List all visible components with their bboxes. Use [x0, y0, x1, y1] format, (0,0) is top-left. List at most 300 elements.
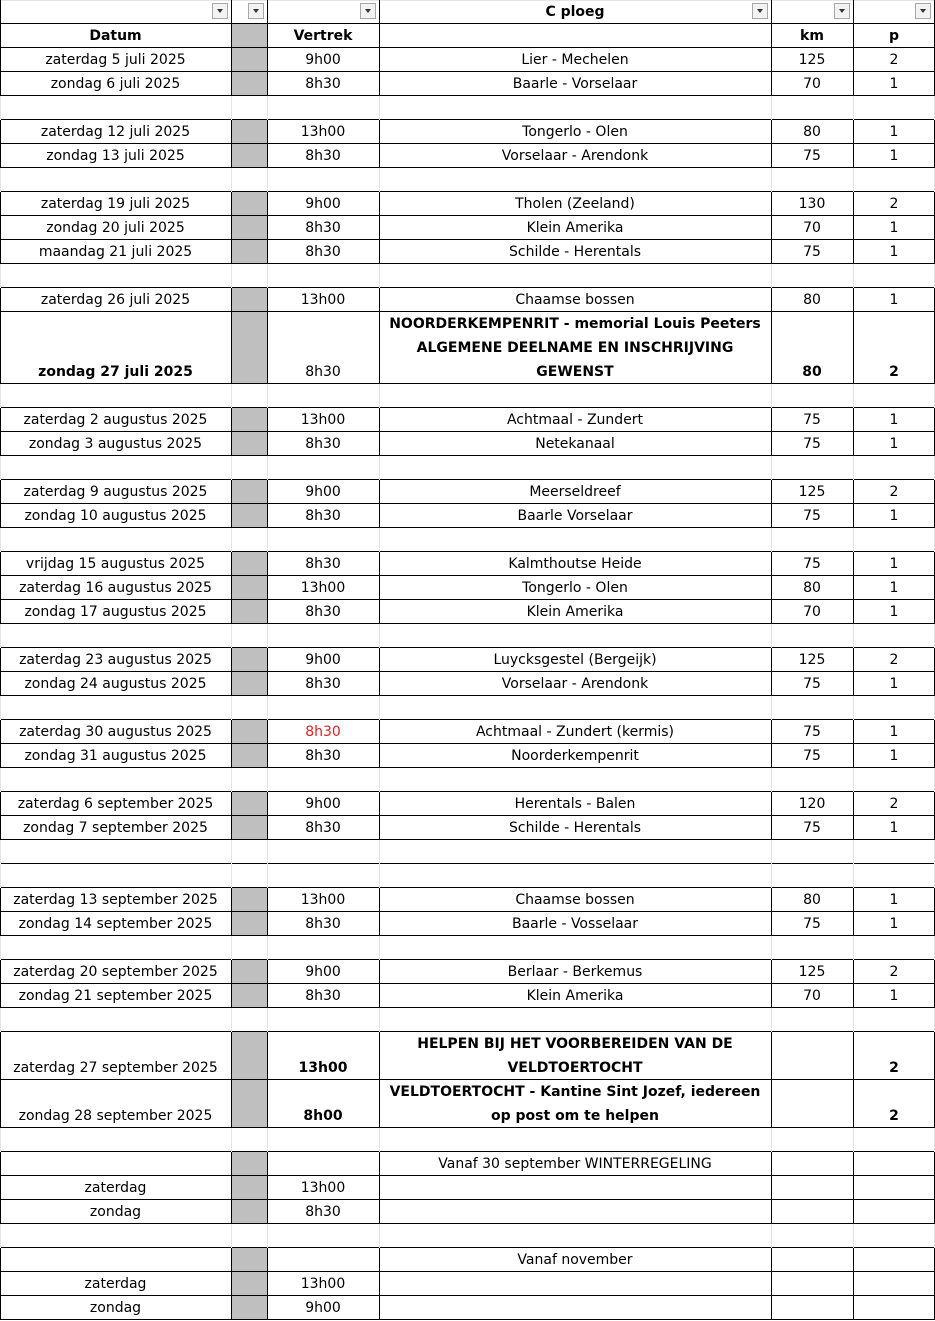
p-cell[interactable]: 2	[889, 964, 899, 980]
departure-cell[interactable]: 8h30	[305, 220, 341, 236]
row-border	[0, 287, 935, 288]
route-cell[interactable]: Schilde - Herentals	[508, 820, 641, 836]
column-border	[379, 888, 380, 912]
departure-cell[interactable]: 8h30	[305, 556, 341, 572]
km-cell[interactable]: 70	[803, 988, 821, 1004]
filter-dropdown-button[interactable]	[360, 3, 376, 19]
route-cell[interactable]: Meerseldreef	[529, 484, 621, 500]
grey-column-cell	[231, 1032, 267, 1080]
gridline	[771, 696, 772, 720]
date-cell[interactable]: zaterdag 27 september 2025	[13, 1060, 218, 1076]
p-cell[interactable]	[853, 1248, 935, 1272]
km-cell[interactable]: 125	[798, 652, 826, 668]
column-border	[771, 144, 772, 168]
gridline	[379, 696, 380, 720]
km-cell[interactable]: 75	[803, 412, 821, 428]
row-border	[0, 1031, 935, 1032]
route-cell[interactable]: Baarle Vorselaar	[517, 508, 633, 524]
column-border	[231, 1296, 232, 1320]
grey-column-cell	[231, 504, 267, 528]
p-cell[interactable]: 1	[889, 436, 899, 452]
departure-cell[interactable]: 8h30	[305, 244, 341, 260]
km-cell[interactable]: 80	[803, 892, 821, 908]
column-border	[379, 720, 380, 744]
route-cell[interactable]: Herentals - Balen	[514, 796, 636, 812]
route-cell[interactable]	[379, 1296, 771, 1320]
column-border	[853, 984, 854, 1008]
departure-cell[interactable]: 8h30	[305, 676, 341, 692]
km-cell[interactable]: 75	[803, 676, 821, 692]
route-cell[interactable]	[379, 1200, 771, 1224]
date-cell[interactable]: zondag 21 september 2025	[18, 988, 213, 1004]
date-cell[interactable]: zaterdag 30 augustus 2025	[19, 724, 212, 740]
column-border	[771, 1272, 772, 1296]
p-cell[interactable]: 1	[889, 820, 899, 836]
column-border	[379, 552, 380, 576]
route-cell[interactable]: HELPEN BIJ HET VOORBEREIDEN VAN DE VELDTOERTOCHT	[417, 1036, 733, 1076]
grey-column-cell	[231, 744, 267, 768]
column-border	[231, 1200, 232, 1224]
p-cell[interactable]	[853, 1296, 935, 1320]
date-cell[interactable]: zaterdag 5 juli 2025	[45, 52, 186, 68]
km-cell[interactable]	[771, 1200, 853, 1224]
p-cell[interactable]: 1	[889, 124, 899, 140]
column-border	[771, 1296, 772, 1320]
date-cell[interactable]: zondag	[89, 1300, 142, 1316]
km-cell[interactable]: 75	[803, 916, 821, 932]
header-p[interactable]: p	[888, 28, 900, 44]
route-cell[interactable]: Achtmaal - Zundert (kermis)	[475, 724, 675, 740]
grey-column-cell	[231, 816, 267, 840]
date-cell[interactable]: zondag 6 juli 2025	[50, 76, 181, 92]
p-cell[interactable]: 1	[889, 292, 899, 308]
departure-cell[interactable]: 8h30	[305, 916, 341, 932]
column-border	[0, 408, 1, 432]
departure-cell[interactable]: 8h30	[305, 724, 341, 740]
column-border	[853, 72, 854, 96]
column-border	[0, 120, 1, 144]
column-border	[267, 1080, 268, 1128]
column-border	[379, 192, 380, 216]
date-cell[interactable]: maandag 21 juli 2025	[38, 244, 193, 260]
km-cell[interactable]	[771, 1296, 853, 1320]
p-cell[interactable]: 1	[889, 724, 899, 740]
km-cell[interactable]	[771, 1248, 853, 1272]
p-cell[interactable]: 1	[889, 748, 899, 764]
km-cell[interactable]: 120	[798, 796, 826, 812]
route-cell[interactable]: VELDTOERTOCHT - Kantine Sint Jozef, iedereen op post om te helpen	[389, 1084, 761, 1124]
route-cell[interactable]: Vanaf november	[517, 1252, 633, 1268]
date-cell[interactable]	[0, 1248, 231, 1272]
gridline	[231, 1128, 232, 1152]
column-border	[231, 192, 232, 216]
column-border	[267, 240, 268, 264]
column-border	[267, 720, 268, 744]
column-border	[853, 600, 854, 624]
p-cell[interactable]	[853, 1152, 935, 1176]
p-cell[interactable]	[853, 1176, 935, 1200]
km-cell[interactable]: 70	[803, 76, 821, 92]
route-cell[interactable]: NOORDERKEMPENRIT - memorial Louis Peeters ALGEMENE DEELNAME EN INSCHRIJVING GEWENST	[389, 316, 761, 380]
column-border	[853, 576, 854, 600]
p-cell[interactable]	[853, 1272, 935, 1296]
date-cell[interactable]: zondag 20 juli 2025	[46, 220, 185, 236]
km-cell[interactable]: 75	[803, 244, 821, 260]
column-border	[379, 432, 380, 456]
column-border	[231, 72, 232, 96]
km-cell[interactable]: 75	[803, 820, 821, 836]
route-cell[interactable]	[379, 1176, 771, 1200]
gridline	[379, 96, 380, 120]
route-cell[interactable]	[379, 1272, 771, 1296]
filter-dropdown-button[interactable]	[915, 3, 931, 19]
column-border	[379, 288, 380, 312]
row-border	[0, 1247, 935, 1248]
departure-cell[interactable]: 9h00	[305, 1300, 341, 1316]
date-cell[interactable]: zondag 27 juli 2025	[38, 364, 193, 380]
p-cell[interactable]: 1	[889, 604, 899, 620]
route-cell[interactable]: Tholen (Zeeland)	[515, 196, 635, 212]
gridline	[853, 264, 854, 288]
gridline	[379, 840, 380, 864]
departure-cell[interactable]: 13h00	[298, 1060, 348, 1076]
km-cell[interactable]: 75	[803, 508, 821, 524]
p-cell[interactable]: 1	[889, 916, 899, 932]
column-border	[853, 816, 854, 840]
departure-cell[interactable]: 13h00	[300, 292, 346, 308]
filter-dropdown-button[interactable]	[752, 3, 768, 19]
departure-cell[interactable]: 9h00	[305, 796, 341, 812]
departure-cell[interactable]	[267, 1248, 379, 1272]
route-cell[interactable]: Klein Amerika	[526, 604, 624, 620]
departure-cell[interactable]: 9h00	[305, 196, 341, 212]
km-cell[interactable]: 75	[803, 748, 821, 764]
row-border	[0, 1127, 935, 1128]
route-cell[interactable]: Schilde - Herentals	[508, 244, 641, 260]
column-border	[853, 1176, 854, 1200]
grey-column-cell	[231, 672, 267, 696]
column-border	[0, 1272, 1, 1296]
date-cell[interactable]: zondag 13 juli 2025	[46, 148, 185, 164]
column-border	[379, 1080, 380, 1128]
departure-cell[interactable]: 13h00	[300, 124, 346, 140]
header-departure[interactable]: Vertrek	[293, 28, 353, 44]
km-cell[interactable]: 80	[803, 124, 821, 140]
column-border	[379, 648, 380, 672]
row-border	[0, 167, 935, 168]
km-cell[interactable]	[771, 1272, 853, 1296]
p-cell[interactable]: 2	[889, 1060, 899, 1076]
departure-cell[interactable]: 8h30	[305, 148, 341, 164]
route-cell[interactable]: Chaamse bossen	[515, 892, 635, 908]
date-cell[interactable]: zaterdag 16 augustus 2025	[19, 580, 212, 596]
column-border	[267, 912, 268, 936]
date-cell[interactable]: zondag 7 september 2025	[23, 820, 208, 836]
km-cell[interactable]: 125	[798, 484, 826, 500]
date-cell[interactable]: zaterdag 23 augustus 2025	[19, 652, 212, 668]
km-cell[interactable]: 130	[798, 196, 826, 212]
column-border	[853, 552, 854, 576]
departure-cell[interactable]: 13h00	[300, 1180, 346, 1196]
gridline	[267, 384, 268, 408]
grey-column-cell	[231, 480, 267, 504]
departure-cell[interactable]: 8h00	[303, 1108, 343, 1124]
route-cell[interactable]: Kalmthoutse Heide	[508, 556, 642, 572]
departure-cell[interactable]	[267, 1152, 379, 1176]
header-km[interactable]: km	[800, 28, 824, 44]
km-cell[interactable]: 125	[798, 964, 826, 980]
p-cell[interactable]: 1	[889, 988, 899, 1004]
gridline	[267, 528, 268, 552]
departure-cell[interactable]: 8h30	[305, 604, 341, 620]
column-border	[771, 1152, 772, 1176]
gridline	[231, 168, 232, 192]
gridline	[0, 96, 1, 120]
date-cell[interactable]	[0, 1152, 231, 1176]
date-cell[interactable]: zaterdag 20 september 2025	[13, 964, 218, 980]
column-border	[379, 72, 380, 96]
date-cell[interactable]: zondag 14 september 2025	[18, 916, 213, 932]
gridline	[771, 624, 772, 648]
column-border	[853, 1080, 854, 1128]
km-cell[interactable]	[771, 1080, 853, 1128]
gridline	[0, 696, 1, 720]
date-cell[interactable]: zaterdag	[84, 1180, 147, 1196]
date-cell[interactable]: vrijdag 15 augustus 2025	[25, 556, 206, 572]
km-cell[interactable]	[771, 1176, 853, 1200]
dropdown-arrow-icon	[217, 9, 223, 13]
date-cell[interactable]: zondag 31 augustus 2025	[24, 748, 207, 764]
gridline	[267, 456, 268, 480]
row-border	[0, 959, 935, 960]
header-date[interactable]: Datum	[89, 28, 142, 44]
departure-cell[interactable]: 9h00	[305, 52, 341, 68]
column-border	[231, 1152, 232, 1176]
column-border	[853, 48, 854, 72]
departure-cell[interactable]: 8h30	[305, 1204, 341, 1220]
row-border	[0, 551, 935, 552]
p-cell[interactable]: 2	[889, 796, 899, 812]
p-cell[interactable]: 1	[889, 220, 899, 236]
departure-cell[interactable]: 13h00	[300, 412, 346, 428]
route-cell[interactable]: Achtmaal - Zundert	[506, 412, 644, 428]
column-border	[0, 1032, 1, 1080]
column-border	[379, 1248, 380, 1272]
p-cell[interactable]: 2	[889, 196, 899, 212]
row-border	[0, 95, 935, 96]
gridline	[231, 696, 232, 720]
departure-cell[interactable]: 8h30	[305, 748, 341, 764]
departure-cell[interactable]: 13h00	[300, 892, 346, 908]
departure-cell[interactable]: 13h00	[300, 1276, 346, 1292]
departure-cell[interactable]: 9h00	[305, 652, 341, 668]
departure-cell[interactable]: 9h00	[305, 964, 341, 980]
km-cell[interactable]: 70	[803, 220, 821, 236]
column-border	[771, 0, 772, 48]
p-cell[interactable]: 1	[889, 148, 899, 164]
column-border	[0, 432, 1, 456]
gridline	[267, 168, 268, 192]
filter-dropdown-button[interactable]	[212, 3, 228, 19]
column-border	[853, 312, 854, 384]
km-cell[interactable]: 75	[803, 148, 821, 164]
column-border	[231, 408, 232, 432]
gridline	[231, 1008, 232, 1032]
row-border	[0, 431, 935, 432]
column-border	[0, 720, 1, 744]
column-border	[0, 1200, 1, 1224]
grey-column-cell	[231, 792, 267, 816]
route-cell[interactable]: Tongerlo - Olen	[522, 124, 628, 140]
route-cell[interactable]: Luycksgestel (Bergeijk)	[493, 652, 657, 668]
route-cell[interactable]: Netekanaal	[535, 436, 615, 452]
route-cell[interactable]: Berlaar - Berkemus	[507, 964, 643, 980]
column-border	[771, 408, 772, 432]
p-cell[interactable]: 1	[889, 676, 899, 692]
grey-column-cell	[231, 192, 267, 216]
km-cell[interactable]	[771, 1152, 853, 1176]
route-cell[interactable]: Vorselaar - Arendonk	[501, 148, 649, 164]
p-cell[interactable]: 1	[889, 412, 899, 428]
route-cell[interactable]: Lier - Mechelen	[521, 52, 629, 68]
row-border	[0, 479, 935, 480]
p-cell[interactable]: 1	[889, 508, 899, 524]
p-cell[interactable]: 1	[889, 580, 899, 596]
row-border	[0, 143, 935, 144]
header-team[interactable]: C ploeg	[545, 4, 605, 20]
p-cell[interactable]	[853, 1200, 935, 1224]
column-border	[0, 1296, 1, 1320]
gridline	[771, 456, 772, 480]
date-cell[interactable]: zondag 10 augustus 2025	[24, 508, 207, 524]
column-border	[853, 216, 854, 240]
column-border	[379, 408, 380, 432]
gridline	[853, 696, 854, 720]
date-cell[interactable]: zaterdag 2 augustus 2025	[23, 412, 208, 428]
p-cell[interactable]: 2	[889, 484, 899, 500]
column-border	[267, 192, 268, 216]
date-cell[interactable]: zondag 17 augustus 2025	[24, 604, 207, 620]
row-border	[0, 815, 935, 816]
date-cell[interactable]: zaterdag 13 september 2025	[13, 892, 218, 908]
km-cell[interactable]: 75	[803, 436, 821, 452]
date-cell[interactable]: zaterdag 26 juli 2025	[40, 292, 191, 308]
row-border	[0, 863, 935, 864]
grey-column-cell	[231, 216, 267, 240]
column-border	[0, 1248, 1, 1272]
p-cell[interactable]: 1	[889, 244, 899, 260]
column-border	[771, 984, 772, 1008]
column-border	[267, 648, 268, 672]
km-cell[interactable]: 80	[803, 580, 821, 596]
column-border	[0, 480, 1, 504]
date-cell[interactable]: zaterdag 19 juli 2025	[40, 196, 191, 212]
row-border	[0, 767, 935, 768]
date-cell[interactable]: zondag	[89, 1204, 142, 1220]
filter-dropdown-button[interactable]	[248, 3, 264, 19]
column-border	[0, 576, 1, 600]
departure-cell[interactable]: 8h30	[305, 820, 341, 836]
route-cell[interactable]: Vorselaar - Arendonk	[501, 676, 649, 692]
p-cell[interactable]: 1	[889, 556, 899, 572]
p-cell[interactable]: 2	[889, 364, 899, 380]
departure-cell[interactable]: 8h30	[305, 436, 341, 452]
departure-cell[interactable]: 9h00	[305, 484, 341, 500]
column-border	[771, 672, 772, 696]
departure-cell[interactable]: 13h00	[300, 580, 346, 596]
column-border	[231, 1080, 232, 1128]
date-cell[interactable]: zondag 3 augustus 2025	[28, 436, 203, 452]
route-cell[interactable]: Baarle - Vosselaar	[511, 916, 639, 932]
km-cell[interactable]: 80	[802, 364, 822, 380]
route-cell[interactable]: Vanaf 30 september WINTERREGELING	[438, 1156, 712, 1172]
km-cell[interactable]	[771, 1032, 853, 1080]
column-border	[771, 288, 772, 312]
gridline	[0, 1128, 1, 1152]
grey-column-cell	[231, 576, 267, 600]
km-cell[interactable]: 75	[803, 556, 821, 572]
date-cell[interactable]: zaterdag 9 augustus 2025	[23, 484, 208, 500]
column-border	[267, 1032, 268, 1080]
route-cell[interactable]: Baarle - Vorselaar	[512, 76, 638, 92]
column-border	[267, 672, 268, 696]
p-cell[interactable]: 1	[889, 76, 899, 92]
p-cell[interactable]: 1	[889, 892, 899, 908]
date-cell[interactable]: zondag 24 augustus 2025	[24, 676, 207, 692]
dropdown-arrow-icon	[839, 9, 845, 13]
filter-dropdown-button[interactable]	[834, 3, 850, 19]
gridline	[379, 936, 380, 960]
gridline	[267, 1128, 268, 1152]
date-cell[interactable]: zondag 28 september 2025	[18, 1108, 213, 1124]
route-cell[interactable]: Tongerlo - Olen	[522, 580, 628, 596]
km-cell[interactable]: 75	[803, 724, 821, 740]
p-cell[interactable]: 2	[889, 52, 899, 68]
date-cell[interactable]: zaterdag 12 juli 2025	[40, 124, 191, 140]
route-cell[interactable]: Klein Amerika	[526, 988, 624, 1004]
row-border	[0, 527, 935, 528]
route-cell[interactable]: Klein Amerika	[526, 220, 624, 236]
row-border	[0, 71, 935, 72]
km-cell[interactable]: 70	[803, 604, 821, 620]
departure-cell[interactable]: 8h30	[305, 364, 341, 380]
route-cell[interactable]: Chaamse bossen	[515, 292, 635, 308]
date-cell[interactable]: zaterdag 6 september 2025	[17, 796, 214, 812]
departure-cell[interactable]: 8h30	[305, 76, 341, 92]
date-cell[interactable]: zaterdag	[84, 1276, 147, 1292]
column-border	[771, 1248, 772, 1272]
column-border	[379, 240, 380, 264]
departure-cell[interactable]: 8h30	[305, 508, 341, 524]
gridline	[771, 168, 772, 192]
column-border	[379, 600, 380, 624]
gridline	[771, 1224, 772, 1248]
column-border	[0, 72, 1, 96]
gridline	[0, 0, 935, 1]
row-border	[0, 1151, 935, 1152]
row-border	[0, 983, 935, 984]
km-cell[interactable]: 125	[798, 52, 826, 68]
column-border	[379, 672, 380, 696]
gridline	[267, 1008, 268, 1032]
gridline	[267, 96, 268, 120]
p-cell[interactable]: 2	[889, 652, 899, 668]
route-cell[interactable]: Noorderkempenrit	[511, 748, 639, 764]
column-border	[267, 216, 268, 240]
p-cell[interactable]: 2	[889, 1108, 899, 1124]
departure-cell[interactable]: 8h30	[305, 988, 341, 1004]
km-cell[interactable]: 80	[803, 292, 821, 308]
